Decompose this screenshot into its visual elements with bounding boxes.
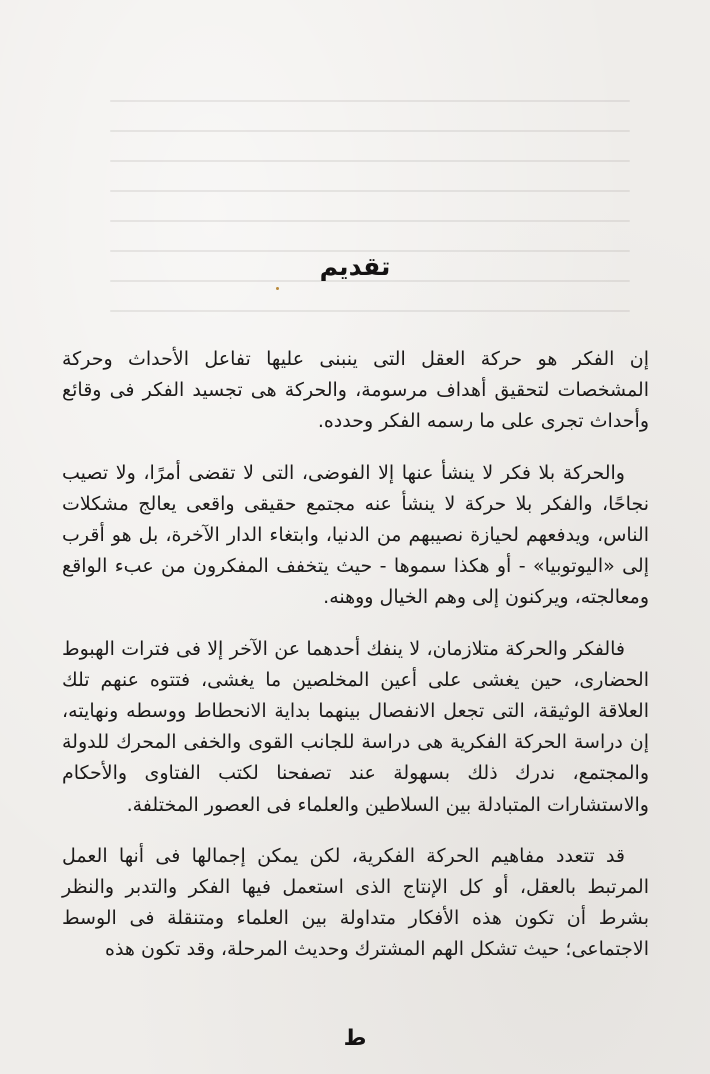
page-number: ط — [343, 1026, 367, 1051]
page-title: تقديم — [319, 252, 391, 281]
paragraph-4: قد تتعدد مفاهيم الحركة الفكرية، لكن يمكن إجمالها فى أنها العمل المرتبط بالعقل، أو كل الإنتاج الذى استعمل فيها الفكر والتدبر والنظر بشرط أن تكون هذه الأفكار متداولة بين العلماء ومتنقلة فى الوسط الاجتماعى؛ حيث تشكل الهم المشترك وحديث المرحلة، وقد تكون هذه — [62, 844, 649, 961]
show-through-text — [110, 100, 630, 330]
paragraph-3: فالفكر والحركة متلازمان، لا ينفك أحدهما عن الآخر إلا فى فترات الهبوط الحضارى، حين يغشى على أعين المخلصين ما يغشى، فتتوه عنهم تلك العلاقة الوثيقة، التى تجعل الانفصال بينهما بداية الانحطاط ووسطه ونهايته، إن دراسة الحركة الفكرية هى دراسة للجانب القوى والخفى المحرك للدولة والمجتمع، ندرك ذلك بسهولة عند تصفحنا لكتب الفتاوى والأحكام والاستشارات المتبادلة بين السلاطين والعلماء فى العصور المختلفة. — [62, 637, 649, 816]
ink-speck — [276, 287, 279, 290]
body-text — [62, 344, 649, 986]
paragraph-2: والحركة بلا فكر لا ينشأ عنها إلا الفوضى، التى لا تقضى أمرًا، ولا تصيب نجاحًا، والفكر بلا حركة لا ينشأ عنه مجتمع حقيقى واقعى يعالج مشكلات الناس، ويدفعهم لحيازة نصيبهم من الدنيا، وابتغاء الدار الآخرة، بل هو أقرب إلى «اليوتوبيا» - أو هكذا سموها - حيث يتخفف المفكرون من عبء الواقع ومعالجته، ويركنون إلى وهم الخيال ووهنه. — [62, 461, 649, 609]
paragraph-1: إن الفكر هو حركة العقل التى ينبنى عليها تفاعل الأحداث وحركة المشخصات لتحقيق أهداف مرسومة، والحركة هى تجسيد الفكر فى وقائع وأحداث تجرى على ما رسمه الفكر وحدده. — [62, 348, 649, 433]
